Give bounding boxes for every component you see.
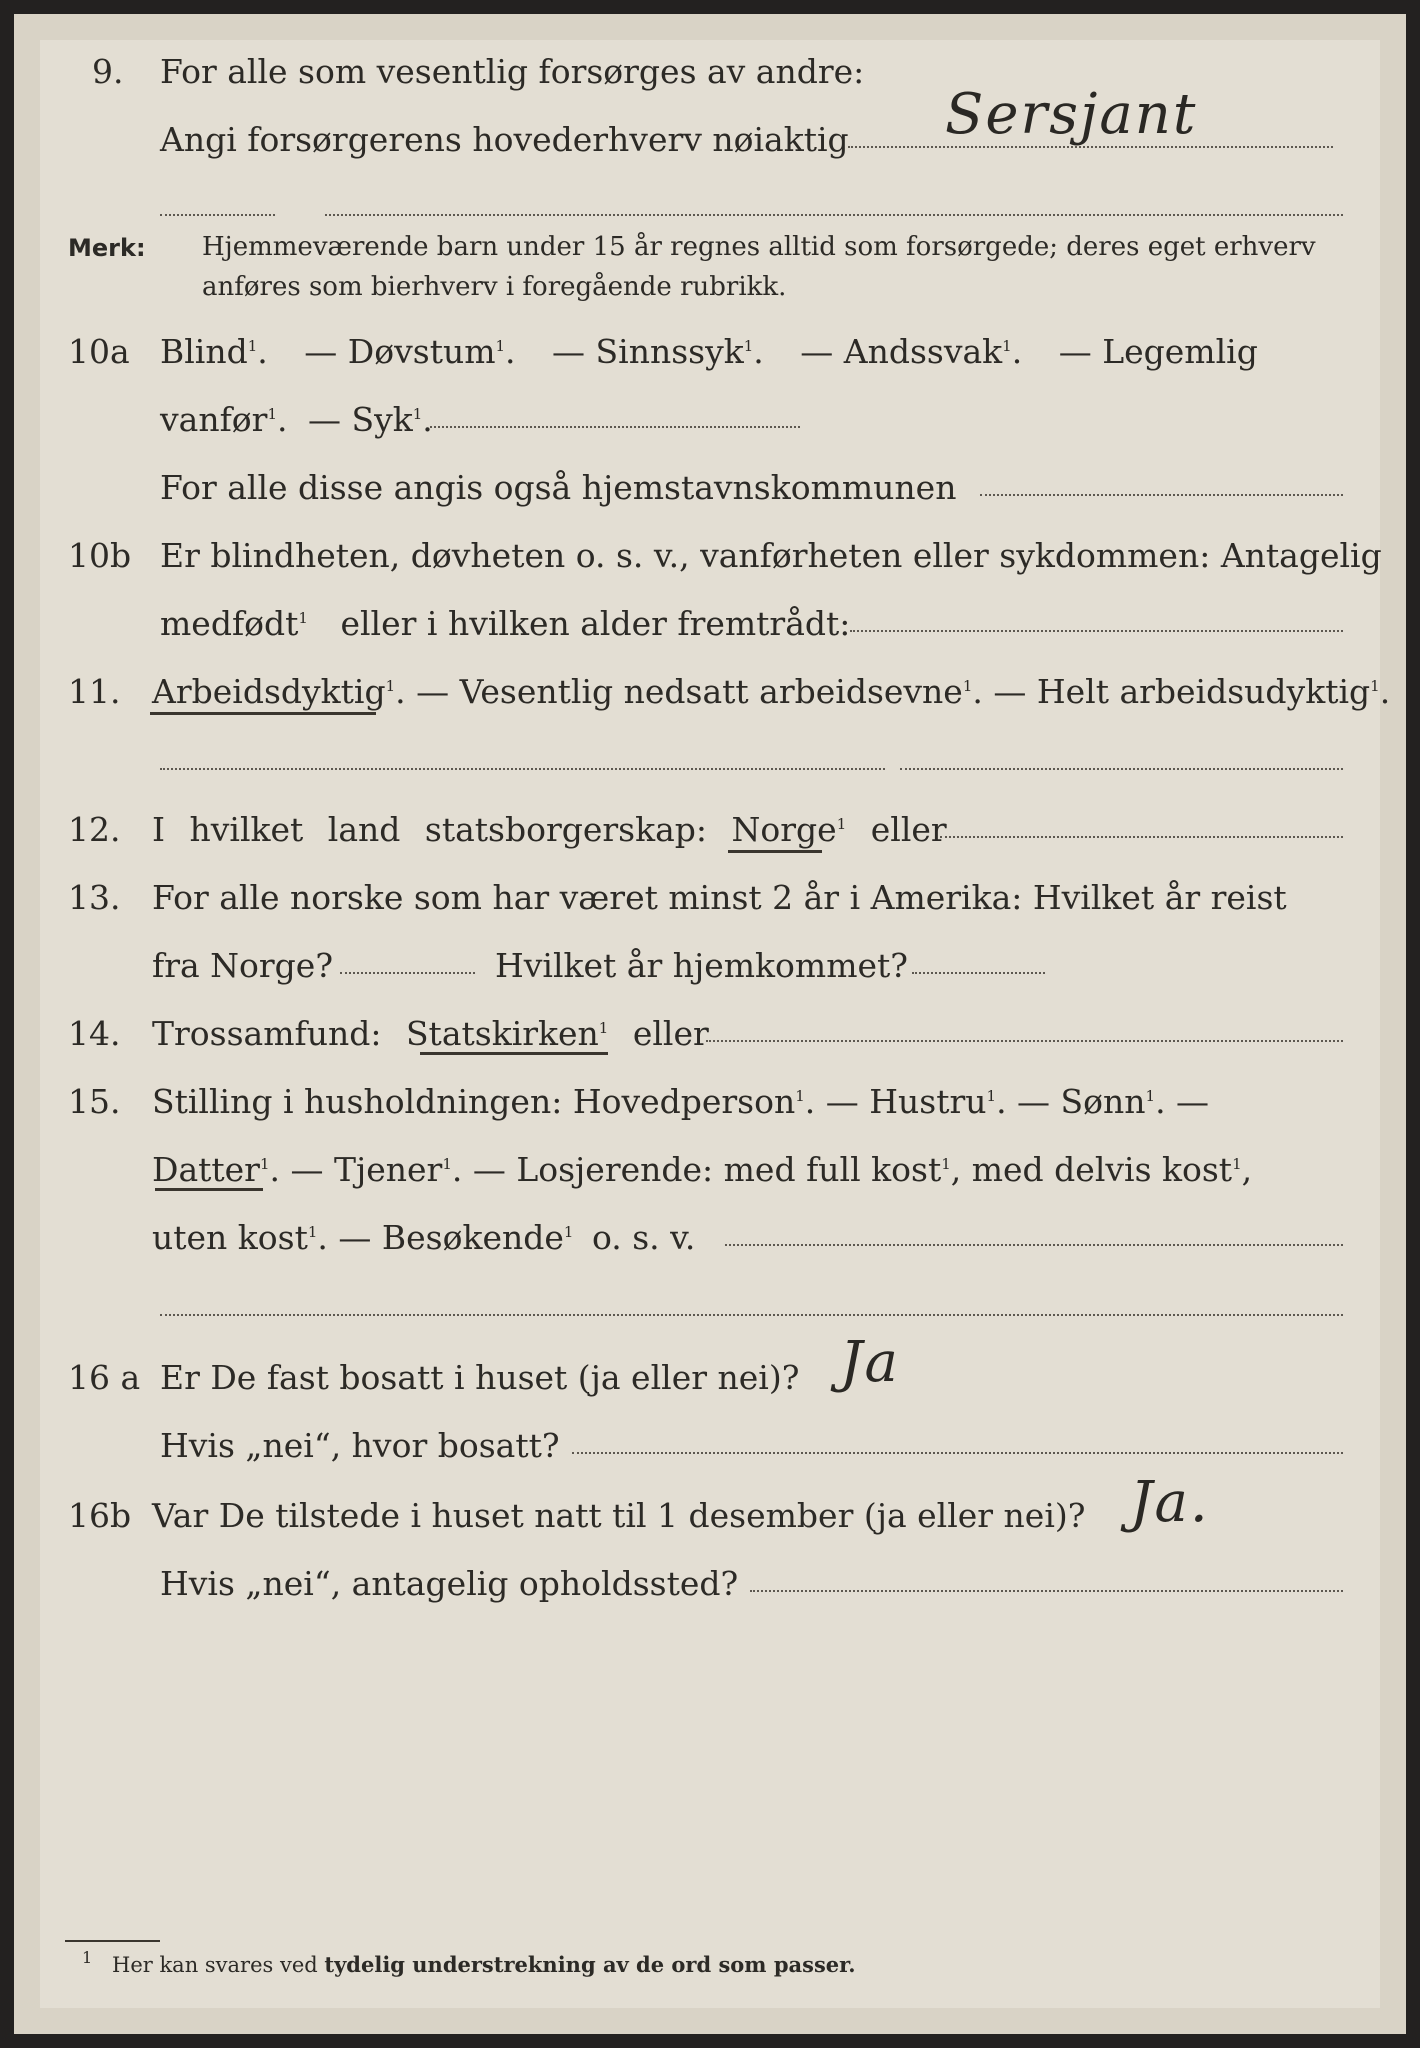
merk-label: Merk: <box>68 234 146 262</box>
opt-statskirken: Statskirken <box>405 1014 599 1053</box>
q9-line2: Angi forsørgerens hovederhverv nøiaktig <box>160 120 849 159</box>
opt-arbeidsdyktig: Arbeidsdyktig <box>152 672 386 711</box>
q14-underline <box>420 1052 608 1055</box>
merk-line1: Hjemmeværende barn under 15 år regnes alltid som forsørgede; deres eget erhverv <box>202 232 1316 262</box>
q9-line1: For alle som vesentlig forsørges av andre: <box>160 52 865 91</box>
q16a-line1: Er De fast bosatt i huset (ja eller nei)? <box>160 1358 800 1397</box>
q16b-line2: Hvis „nei“, antagelig opholdssted? <box>160 1564 739 1603</box>
q16b-number: 16b <box>68 1496 132 1535</box>
q13-line1: For alle norske som har været minst 2 år i Amerika: Hvilket år reist <box>152 878 1287 917</box>
q15-line3-fill <box>725 1244 1343 1246</box>
merk-line2: anføres som bierhverv i foregående rubrikk. <box>202 272 787 302</box>
q10b-line1: Er blindheten, døvheten o. s. v., vanførheten eller sykdommen: Antagelig <box>160 536 1382 575</box>
q12-underline <box>728 850 822 853</box>
q13-hjemkommet-line <box>912 972 1045 974</box>
q14-number: 14. <box>68 1014 121 1053</box>
q15-number: 15. <box>68 1082 121 1121</box>
q11-line1: Arbeidsdyktig$^1$. — Vesentlig nedsatt arbeidsevne$^1$. — Helt arbeidsudyktig$^1$. <box>152 672 1391 711</box>
q10a-line3: For alle disse angis også hjemstavnskommunen <box>160 468 957 507</box>
q16a-line2: Hvis „nei“, hvor bosatt? <box>160 1426 560 1465</box>
q13-line2b: Hvilket år hjemkommet? <box>495 946 908 985</box>
q11-underline <box>150 712 376 715</box>
opt-sinnssyk: — Sinnssyk <box>552 332 744 371</box>
q12-country-line <box>940 836 1343 838</box>
q16a-handwritten-answer: Ja <box>840 1330 900 1395</box>
q10a-hjemstavn-line <box>980 494 1343 496</box>
q15-line1: Stilling i husholdningen: Hovedperson$^1$. — Hustru$^1$. — Sønn$^1$. — <box>152 1082 1210 1121</box>
q13-number: 13. <box>68 878 121 917</box>
q16b-line1: Var De tilstede i huset natt til 1 desember (ja eller nei)? <box>152 1496 1086 1535</box>
footnote-rule <box>65 1940 160 1942</box>
opt-andssvak: — Andssvak <box>800 332 1003 371</box>
q9-extra-line-a <box>160 214 275 216</box>
q10a-number: 10a <box>68 332 130 371</box>
q9-number: 9. <box>92 52 124 91</box>
q12-line: I hvilket land statsborgerskap: Norge$^1$ eller <box>152 810 947 849</box>
q10b-line2: medfødt$^1$ eller i hvilken alder fremtrådt: <box>160 604 851 643</box>
opt-norge: Norge <box>731 810 837 849</box>
footnote <box>82 1948 856 1977</box>
footnote-text-b: tydelig understrekning av de ord som passer. <box>324 1952 856 1977</box>
opt-dovstum: — Døvstum <box>304 332 496 371</box>
q14-trossamfund-line <box>706 1040 1343 1042</box>
q16a-bosatt-line <box>572 1452 1343 1454</box>
q15-underline <box>155 1188 263 1191</box>
opt-datter: Datter <box>152 1150 260 1189</box>
q10a-line2: vanfør$^1$. — Syk$^1$. <box>160 400 433 439</box>
q16b-handwritten-answer: Ja. <box>1130 1470 1210 1535</box>
q10b-age-line <box>850 630 1343 632</box>
q11-extra-line-a <box>160 768 885 770</box>
q15-line3: uten kost$^1$. — Besøkende$^1$ o. s. v. <box>152 1218 696 1257</box>
opt-legemlig: — Legemlig <box>1058 332 1258 371</box>
q10a-syk-line <box>430 426 800 428</box>
footnote-mark: 1 <box>82 1948 93 1967</box>
footnote-text-a: Her kan svares ved <box>112 1953 325 1977</box>
q13-reist-line <box>340 972 475 974</box>
q11-number: 11. <box>68 672 121 711</box>
q13-line2a: fra Norge? <box>152 946 334 985</box>
opt-blind: Blind <box>160 332 248 371</box>
q10a-line1: Blind$^1$. — Døvstum$^1$. — Sinnssyk$^1$. — Andssvak$^1$. — Legemlig <box>160 332 1258 371</box>
q14-line: Trossamfund: Statskirken$^1$ eller <box>152 1014 709 1053</box>
q15-line2: Datter$^1$. — Tjener$^1$. — Losjerende: med full kost$^1$, med delvis kost$^1$, <box>152 1150 1253 1189</box>
q10b-number: 10b <box>68 536 132 575</box>
q11-extra-line-b <box>900 768 1343 770</box>
q16b-opholdssted-line <box>750 1590 1343 1592</box>
q15-extra-line <box>160 1314 1343 1316</box>
q9-extra-line-b <box>325 214 1343 216</box>
q12-number: 12. <box>68 810 121 849</box>
q16a-number: 16 a <box>68 1358 141 1397</box>
opt-syk: — Syk <box>307 400 413 439</box>
q9-handwritten-answer: Sersjant <box>945 82 1198 147</box>
